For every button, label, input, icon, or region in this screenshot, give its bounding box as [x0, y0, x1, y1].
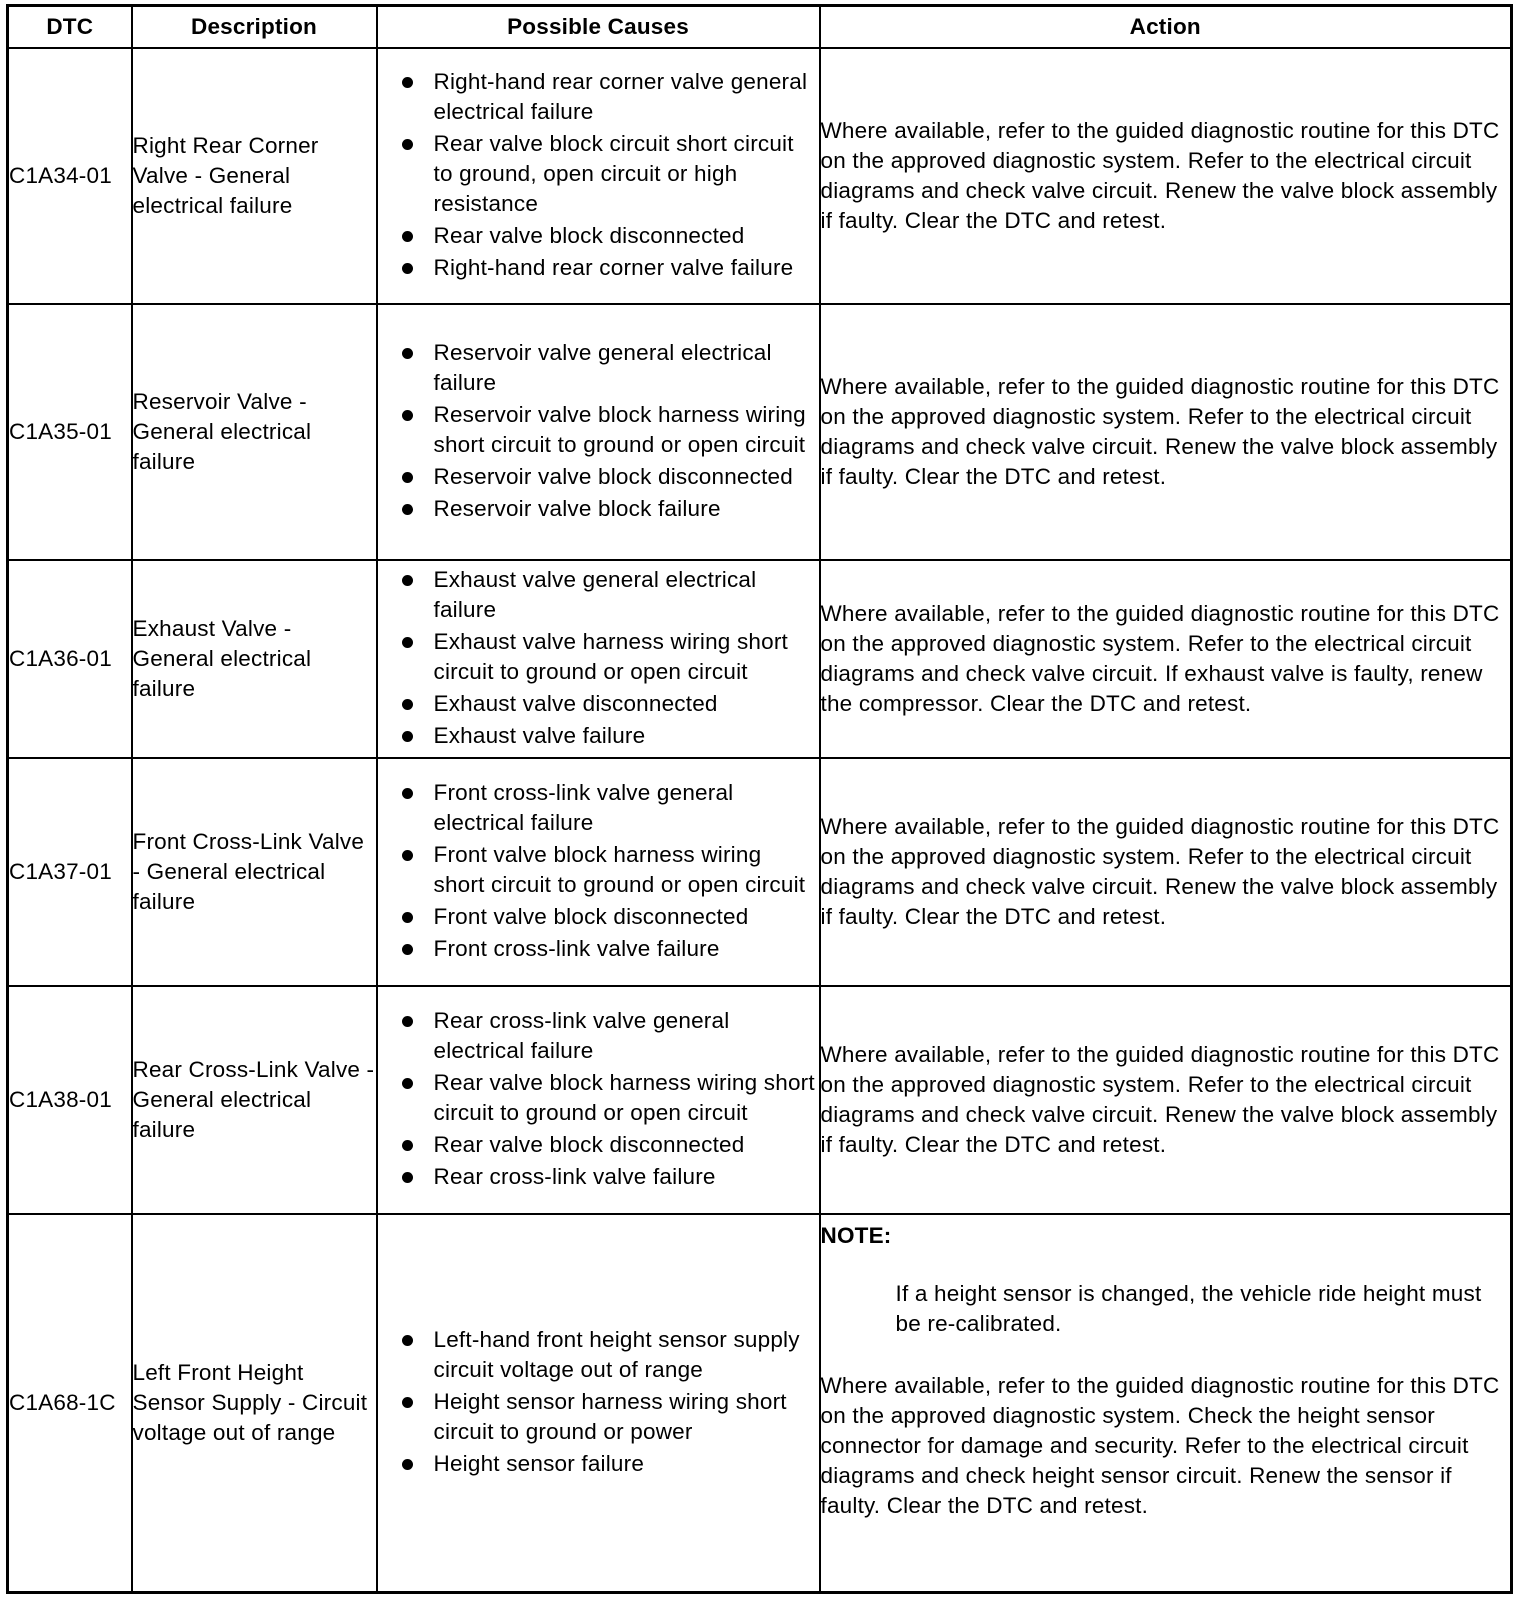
dtc-code: C1A35-01	[8, 304, 132, 560]
cause-item: Reservoir valve block failure	[378, 494, 819, 524]
action-cell	[820, 986, 1512, 1214]
dtc-description: Reservoir Valve - General electrical failure	[132, 304, 377, 560]
cause-list	[378, 778, 819, 964]
cause-item: Front cross-link valve failure	[378, 934, 819, 964]
header-dtc: DTC	[8, 6, 132, 49]
action-cell	[820, 758, 1512, 986]
cause-item: Rear valve block disconnected	[378, 221, 819, 251]
cause-item: Rear valve block disconnected	[378, 1130, 819, 1160]
cause-item: Right-hand rear corner valve general electrical failure	[378, 67, 819, 127]
cause-list	[378, 1006, 819, 1192]
cause-list	[378, 565, 819, 751]
header-causes: Possible Causes	[377, 6, 820, 49]
action-cell	[820, 48, 1512, 304]
header-description: Description	[132, 6, 377, 49]
action-text: Where available, refer to the guided diagnostic routine for this DTC on the approved diagnostic system. Refer to the electrical circuit diagrams and check valve circuit. Renew the valve block assembly if faulty. Clear the DTC and retest.	[820, 1042, 1500, 1157]
cause-item: Rear valve block harness wiring short circuit to ground or open circuit	[378, 1068, 819, 1128]
dtc-description: Exhaust Valve - General electrical failure	[132, 560, 377, 758]
table-row	[8, 304, 1512, 560]
dtc-code: C1A68-1C	[8, 1214, 132, 1593]
action-text: Where available, refer to the guided diagnostic routine for this DTC on the approved diagnostic system. Refer to the electrical circuit diagrams and check valve circuit. Renew the valve block assembly if faulty. Clear the DTC and retest.	[820, 814, 1500, 929]
cause-item: Front valve block harness wiring short circuit to ground or open circuit	[378, 840, 819, 900]
cause-item: Rear valve block circuit short circuit to ground, open circuit or high resistance	[378, 129, 819, 219]
cause-item: Exhaust valve harness wiring short circuit to ground or open circuit	[378, 627, 819, 687]
header-row	[8, 6, 1512, 49]
header-action: Action	[820, 6, 1512, 49]
cause-item: Reservoir valve general electrical failure	[378, 338, 819, 398]
dtc-code: C1A36-01	[8, 560, 132, 758]
note-text: If a height sensor is changed, the vehicle ride height must be re-calibrated.	[895, 1281, 1482, 1336]
cause-item: Left-hand front height sensor supply circuit voltage out of range	[378, 1325, 819, 1385]
action-cell	[820, 560, 1512, 758]
cause-item: Right-hand rear corner valve failure	[378, 253, 819, 283]
dtc-description: Left Front Height Sensor Supply - Circuit voltage out of range	[132, 1214, 377, 1593]
cause-item: Height sensor harness wiring short circuit to ground or power	[378, 1387, 819, 1447]
action-text: Where available, refer to the guided diagnostic routine for this DTC on the approved diagnostic system. Refer to the electrical circuit diagrams and check valve circuit. Renew the valve block assembly if faulty. Clear the DTC and retest.	[820, 374, 1500, 489]
table-row	[8, 48, 1512, 304]
table-row	[8, 560, 1512, 758]
cause-item: Exhaust valve general electrical failure	[378, 565, 819, 625]
action-cell	[820, 1214, 1512, 1593]
note-label: NOTE:	[820, 1223, 892, 1248]
dtc-code: C1A37-01	[8, 758, 132, 986]
possible-causes	[377, 48, 820, 304]
table-row	[8, 1214, 1512, 1593]
cause-item: Front cross-link valve general electrical failure	[378, 778, 819, 838]
possible-causes	[377, 758, 820, 986]
possible-causes	[377, 304, 820, 560]
action-text: Where available, refer to the guided diagnostic routine for this DTC on the approved diagnostic system. Check the height sensor connector for damage and security. Refer to the electrical circuit diagrams and check height sensor circuit. Renew the sensor if faulty. Clear the DTC and retest.	[820, 1373, 1500, 1518]
dtc-description: Front Cross-Link Valve - General electrical failure	[132, 758, 377, 986]
dtc-description: Right Rear Corner Valve - General electrical failure	[132, 48, 377, 304]
cause-item: Rear cross-link valve failure	[378, 1162, 819, 1192]
cause-list	[378, 338, 819, 524]
cause-list	[378, 67, 819, 283]
action-cell	[820, 304, 1512, 560]
possible-causes	[377, 560, 820, 758]
cause-item: Reservoir valve block disconnected	[378, 462, 819, 492]
action-text: Where available, refer to the guided diagnostic routine for this DTC on the approved diagnostic system. Refer to the electrical circuit diagrams and check valve circuit. If exhaust valve is faulty, renew the compressor. Clear the DTC and retest.	[820, 601, 1500, 716]
dtc-description: Rear Cross-Link Valve - General electrical failure	[132, 986, 377, 1214]
cause-item: Front valve block disconnected	[378, 902, 819, 932]
cause-item: Exhaust valve disconnected	[378, 689, 819, 719]
possible-causes	[377, 1214, 820, 1593]
cause-item: Height sensor failure	[378, 1449, 819, 1479]
action-text: Where available, refer to the guided diagnostic routine for this DTC on the approved diagnostic system. Refer to the electrical circuit diagrams and check valve circuit. Renew the valve block assembly if faulty. Clear the DTC and retest.	[820, 118, 1500, 233]
table-row	[8, 758, 1512, 986]
dtc-table	[6, 4, 1513, 1594]
table-row	[8, 986, 1512, 1214]
cause-item: Exhaust valve failure	[378, 721, 819, 751]
cause-list	[378, 1325, 819, 1479]
cause-item: Reservoir valve block harness wiring short circuit to ground or open circuit	[378, 400, 819, 460]
possible-causes	[377, 986, 820, 1214]
cause-item: Rear cross-link valve general electrical failure	[378, 1006, 819, 1066]
dtc-code: C1A34-01	[8, 48, 132, 304]
dtc-code: C1A38-01	[8, 986, 132, 1214]
